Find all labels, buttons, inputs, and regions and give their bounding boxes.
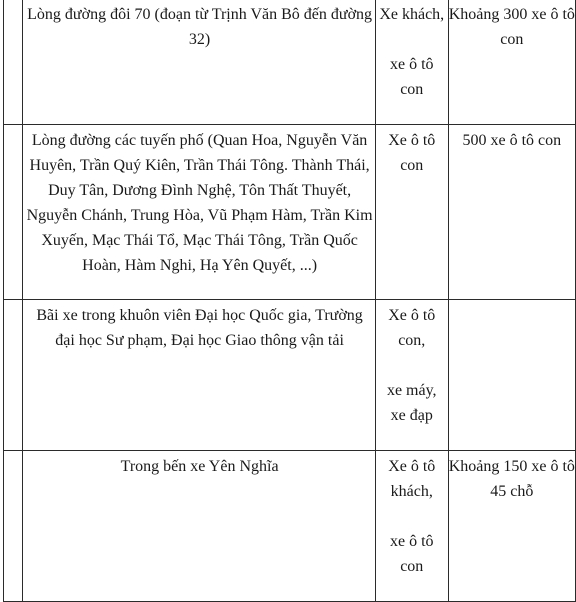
table-row [4,125,576,300]
capacity-cell: 500 xe ô tô con [448,125,575,300]
row-index-cell [4,125,23,300]
capacity-cell [448,300,575,451]
vehicle-type-line: Xe ô tô [388,132,436,149]
location-cell: Trong bến xe Yên Nghĩa [23,451,376,602]
location-cell: Lòng đường các tuyến phố (Quan Hoa, Nguyễn Văn Huyên, Trần Quý Kiên, Trần Thái Tông. Thành Thái, Duy Tân, Dương Đình Nghệ, Tôn Thất Thuyết, Nguyễn Chánh, Trung Hòa, Vũ Phạm Hàm, Trần Kim Xuyến, Mạc Thái Tổ, Mạc Thái Tông, Trần Quốc Hoàn, Hàm Nghi, Hạ Yên Quyết, ...) [23,125,376,300]
vehicle-type-line: xe ô tô [389,56,434,73]
vehicle-type-cell [375,451,448,602]
location-cell: Lòng đường đôi 70 (đoạn từ Trịnh Văn Bô đến đường 32) [23,0,376,125]
row-index-cell [4,300,23,451]
table-row [4,300,576,451]
vehicle-type-line: con [400,81,424,98]
vehicle-type-line: Xe khách, [379,6,445,23]
vehicle-type-cell [375,125,448,300]
vehicle-type-line: Xe ô tô [388,307,436,324]
table-row [4,451,576,602]
vehicle-type-cell [375,300,448,451]
row-index-cell [4,451,23,602]
vehicle-type-line: con [400,558,424,575]
vehicle-type-line: con, [398,332,426,349]
row-index-cell [4,0,23,125]
vehicle-type-line: xe ô tô [389,533,434,550]
vehicle-type-line: xe đạp [390,407,433,424]
vehicle-type-line: khách, [390,483,433,500]
location-cell: Bãi xe trong khuôn viên Đại học Quốc gia, Trường đại học Sư phạm, Đại học Giao thông vận tải [23,300,376,451]
vehicle-type-line: con [400,157,424,174]
vehicle-type-line: Xe ô tô [388,458,436,475]
parking-table [3,0,576,602]
vehicle-type-line: xe máy, [386,382,437,399]
capacity-cell: Khoảng 150 xe ô tô 45 chỗ [448,451,575,602]
vehicle-type-cell [375,0,448,125]
table-row [4,0,576,125]
capacity-cell: Khoảng 300 xe ô tô con [448,0,575,125]
